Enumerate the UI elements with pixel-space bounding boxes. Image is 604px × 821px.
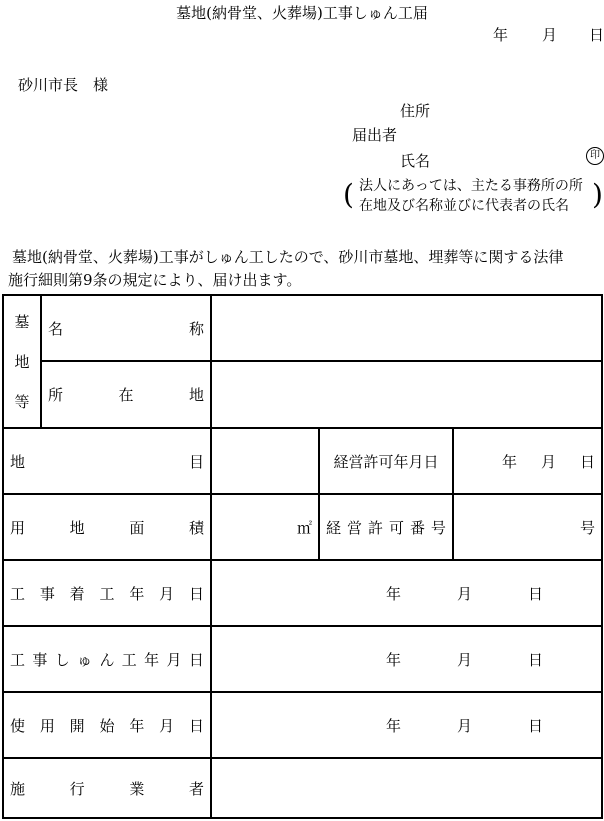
note-paren-close: ) — [592, 178, 603, 211]
row-land-type — [3, 428, 602, 494]
start-label-char: 事 — [39, 584, 55, 603]
permit-year-label: 年 — [501, 452, 517, 471]
row-start-date — [3, 560, 602, 626]
area-label-char: 地 — [69, 518, 85, 537]
land-label-char: 地 — [10, 452, 26, 471]
category-char-1: 墓 — [14, 312, 30, 331]
name-value-field[interactable] — [211, 295, 602, 361]
area-label-cell — [3, 494, 211, 560]
row-location — [3, 361, 602, 428]
complete-label-char: ん — [99, 650, 115, 669]
use-start-year-label: 年 — [386, 716, 402, 735]
addressee: 砂川市長 様 — [18, 76, 109, 94]
applicant-label: 届出者 — [352, 126, 398, 144]
permit-no-char: 営 — [346, 518, 362, 537]
start-label-char: 着 — [69, 584, 85, 603]
name-label-cell — [41, 295, 211, 361]
start-label-char: 工 — [10, 584, 26, 603]
use-start-label-char: 年 — [129, 716, 145, 735]
land-type-value-field[interactable] — [211, 428, 319, 494]
start-label-char: 工 — [99, 584, 115, 603]
header-date-month: 月 — [542, 26, 558, 44]
location-value-field[interactable] — [211, 361, 602, 428]
row-use-start-date — [3, 692, 602, 758]
start-label-char: 月 — [159, 584, 175, 603]
use-start-label-cell — [3, 692, 211, 758]
contractor-label-char: 者 — [188, 779, 204, 798]
location-label-char: 在 — [118, 386, 134, 404]
note-paren-open: ( — [343, 178, 354, 211]
name-label-char: 名 — [48, 319, 64, 338]
use-start-label-char: 使 — [10, 716, 26, 735]
contractor-label-char: 行 — [69, 779, 85, 798]
permit-no-char: 番 — [409, 518, 425, 537]
row-contractor — [3, 758, 602, 818]
permit-no-suffix: 号 — [580, 518, 596, 537]
name-label-char: 称 — [188, 319, 204, 338]
address-label: 住所 — [400, 102, 431, 120]
document-title: 墓地(納骨堂、火葬場)工事しゅん工届 — [176, 4, 428, 22]
complete-label-char: し — [54, 650, 70, 669]
complete-date-label-cell — [3, 626, 211, 692]
start-date-label-cell — [3, 560, 211, 626]
complete-date-field[interactable] — [211, 626, 602, 692]
name-label: 氏名 — [400, 152, 431, 170]
area-value-field[interactable] — [211, 494, 319, 560]
land-label-char: 目 — [188, 452, 204, 471]
body-text-line-1: 墓地(納骨堂、火葬場)工事がしゅん工したので、砂川市墓地、埋葬等に関する法律 — [12, 248, 564, 266]
row-name — [3, 295, 602, 361]
complete-year-label: 年 — [386, 650, 402, 669]
permit-no-char: 経 — [326, 518, 342, 537]
location-label-char: 所 — [48, 386, 64, 404]
area-label-char: 用 — [10, 518, 26, 537]
form-table — [2, 294, 603, 819]
body-text — [8, 246, 563, 292]
permit-no-char: 号 — [430, 518, 446, 537]
permit-date-label: 経営許可年月日 — [319, 428, 453, 494]
complete-month-label: 月 — [457, 650, 473, 669]
permit-date-field[interactable] — [453, 428, 602, 494]
start-label-char: 日 — [188, 584, 204, 603]
use-start-month-label: 月 — [457, 716, 473, 735]
contractor-label-char: 施 — [10, 779, 26, 798]
use-start-label-char: 始 — [99, 716, 115, 735]
use-start-label-char: 月 — [159, 716, 175, 735]
category-char-3: 等 — [14, 392, 30, 411]
contractor-label-cell — [3, 758, 211, 818]
note-line-1: 法人にあっては、主たる事務所の所 — [359, 178, 583, 194]
permit-day-label: 日 — [580, 452, 596, 471]
area-label-char: 面 — [129, 518, 145, 537]
seal-mark: 印 — [586, 147, 604, 165]
permit-no-label-cell — [319, 494, 453, 560]
permit-no-field[interactable] — [453, 494, 602, 560]
complete-label-char: 月 — [166, 650, 182, 669]
start-month-label: 月 — [457, 584, 473, 603]
complete-label-char: 工 — [10, 650, 26, 669]
complete-label-char: 事 — [32, 650, 48, 669]
area-label-char: 積 — [188, 518, 204, 537]
permit-no-char: 許 — [367, 518, 383, 537]
permit-no-char: 可 — [388, 518, 404, 537]
complete-label-char: 日 — [188, 650, 204, 669]
row-area — [3, 494, 602, 560]
note-line-2: 在地及び名称並びに代表者の氏名 — [359, 198, 569, 214]
start-date-field[interactable] — [211, 560, 602, 626]
contractor-field[interactable] — [211, 758, 602, 818]
area-unit: ㎡ — [296, 518, 312, 537]
complete-label-char: 年 — [144, 650, 160, 669]
start-year-label: 年 — [386, 584, 402, 603]
use-start-date-field[interactable] — [211, 692, 602, 758]
body-text-line-2: 施行細則第9条の規定により、届け出ます。 — [8, 271, 302, 289]
header-date-day: 日 — [589, 26, 604, 44]
row-complete-date — [3, 626, 602, 692]
header-date-year: 年 — [493, 26, 509, 44]
start-label-char: 年 — [129, 584, 145, 603]
complete-label-char: ゅ — [77, 650, 93, 669]
land-type-label-cell — [3, 428, 211, 494]
permit-month-label: 月 — [541, 452, 557, 471]
category-cell — [3, 295, 41, 428]
use-start-label-char: 日 — [188, 716, 204, 735]
complete-label-char: 工 — [121, 650, 137, 669]
use-start-day-label: 日 — [528, 716, 544, 735]
location-label-cell — [41, 361, 211, 428]
use-start-label-char: 開 — [69, 716, 85, 735]
use-start-label-char: 用 — [39, 716, 55, 735]
contractor-label-char: 業 — [129, 779, 145, 798]
category-char-2: 地 — [14, 352, 30, 371]
start-day-label: 日 — [528, 584, 544, 603]
location-label-char: 地 — [188, 386, 204, 404]
complete-day-label: 日 — [528, 650, 544, 669]
